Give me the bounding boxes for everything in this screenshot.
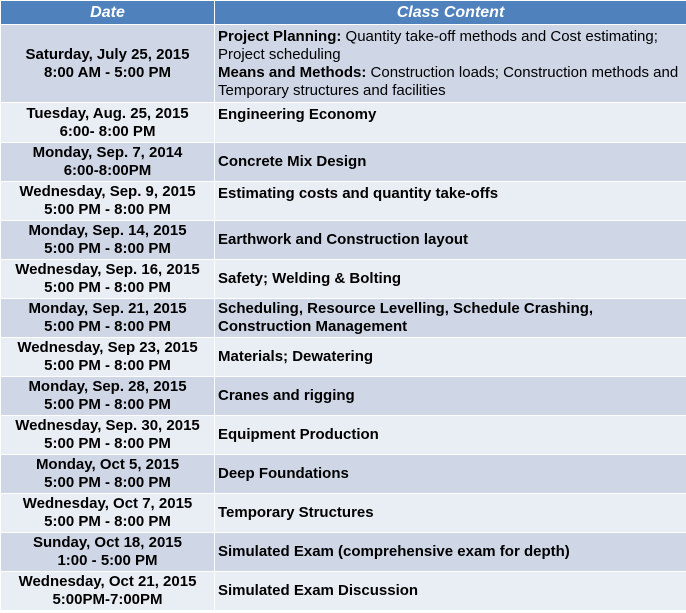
date-text: Wednesday, Sep. 9, 2015 [19,183,196,200]
table-row [1,25,686,103]
table-row [1,533,686,572]
time-text: 6:00-8:00PM [63,162,152,179]
time-text: 5:00 PM - 8:00 PM [44,474,171,491]
time-text: 5:00 PM - 8:00 PM [44,435,171,452]
content-cell: Engineering Economy [215,103,686,143]
topic-detail: Quantity take-off methods and Cost estimating; Project scheduling [218,27,658,63]
time-text: 1:00 - 5:00 PM [57,552,158,569]
content-cell: Simulated Exam Discussion [215,572,686,611]
content-cell: Concrete Mix Design [215,143,686,182]
date-text: Monday, Oct 5, 2015 [35,456,180,473]
time-text: 5:00 PM - 8:00 PM [44,318,171,335]
date-cell [1,299,215,338]
date-cell [1,221,215,260]
table-row [1,221,686,260]
date-text: Wednesday, Oct 21, 2015 [18,573,197,590]
date-text: Monday, Sep. 28, 2015 [28,378,187,395]
date-cell [1,455,215,494]
date-cell [1,572,215,611]
content-cell: Materials; Dewatering [215,338,686,377]
time-text: 5:00 PM - 8:00 PM [44,396,171,413]
date-cell [1,377,215,416]
date-text: Sunday, Oct 18, 2015 [33,534,182,551]
table-row [1,377,686,416]
date-cell [1,182,215,221]
date-text: Monday, Sep. 7, 2014 [32,144,183,161]
content-cell [215,25,686,103]
date-text: Monday, Sep. 21, 2015 [28,300,187,317]
table-row [1,260,686,299]
content-cell: Temporary Structures [215,494,686,533]
table-row [1,103,686,143]
date-cell [1,103,215,143]
table-row [1,182,686,221]
time-text: 5:00PM-7:00PM [52,591,163,608]
topic-heading: Means and Methods: [218,63,367,81]
content-column-header: Class Content [215,1,686,25]
content-cell: Cranes and rigging [215,377,686,416]
time-text: 5:00 PM - 8:00 PM [44,240,171,257]
table-row [1,455,686,494]
table-row [1,416,686,455]
date-cell [1,533,215,572]
date-cell [1,494,215,533]
date-cell [1,260,215,299]
content-cell: Earthwork and Construction layout [215,221,686,260]
date-cell [1,338,215,377]
table-row [1,299,686,338]
date-cell [1,25,215,103]
topic-heading: Project Planning: [218,27,342,45]
topic-paragraph [218,64,682,100]
content-cell: Estimating costs and quantity take-offs [215,182,686,221]
date-text: Wednesday, Sep. 16, 2015 [15,261,200,278]
content-cell: Safety; Welding & Bolting [215,260,686,299]
date-text: Wednesday, Sep 23, 2015 [17,339,198,356]
content-cell: Deep Foundations [215,455,686,494]
table-row [1,572,686,611]
time-text: 5:00 PM - 8:00 PM [44,279,171,296]
time-text: 8:00 AM - 5:00 PM [44,63,171,81]
date-text: Wednesday, Sep. 30, 2015 [15,417,200,434]
time-text: 5:00 PM - 8:00 PM [44,513,171,530]
content-cell: Simulated Exam (comprehensive exam for depth) [215,533,686,572]
date-cell [1,416,215,455]
date-cell [1,143,215,182]
date-text: Wednesday, Oct 7, 2015 [22,495,193,512]
date-text: Monday, Sep. 14, 2015 [28,222,187,239]
date-column-header: Date [1,1,215,25]
table-row [1,338,686,377]
table-row [1,494,686,533]
date-text: Saturday, July 25, 2015 [25,45,190,63]
time-text: 6:00- 8:00 PM [59,122,156,140]
content-cell: Equipment Production [215,416,686,455]
time-text: 5:00 PM - 8:00 PM [44,201,171,218]
table-row [1,143,686,182]
time-text: 5:00 PM - 8:00 PM [44,357,171,374]
date-text: Tuesday, Aug. 25, 2015 [26,104,189,122]
topic-detail: Construction loads; Construction methods and Temporary structures and facilities [218,63,679,99]
table-header-row [1,1,686,25]
content-cell: Scheduling, Resource Levelling, Schedule Crashing, Construction Management [215,299,686,338]
topic-paragraph [218,28,682,64]
